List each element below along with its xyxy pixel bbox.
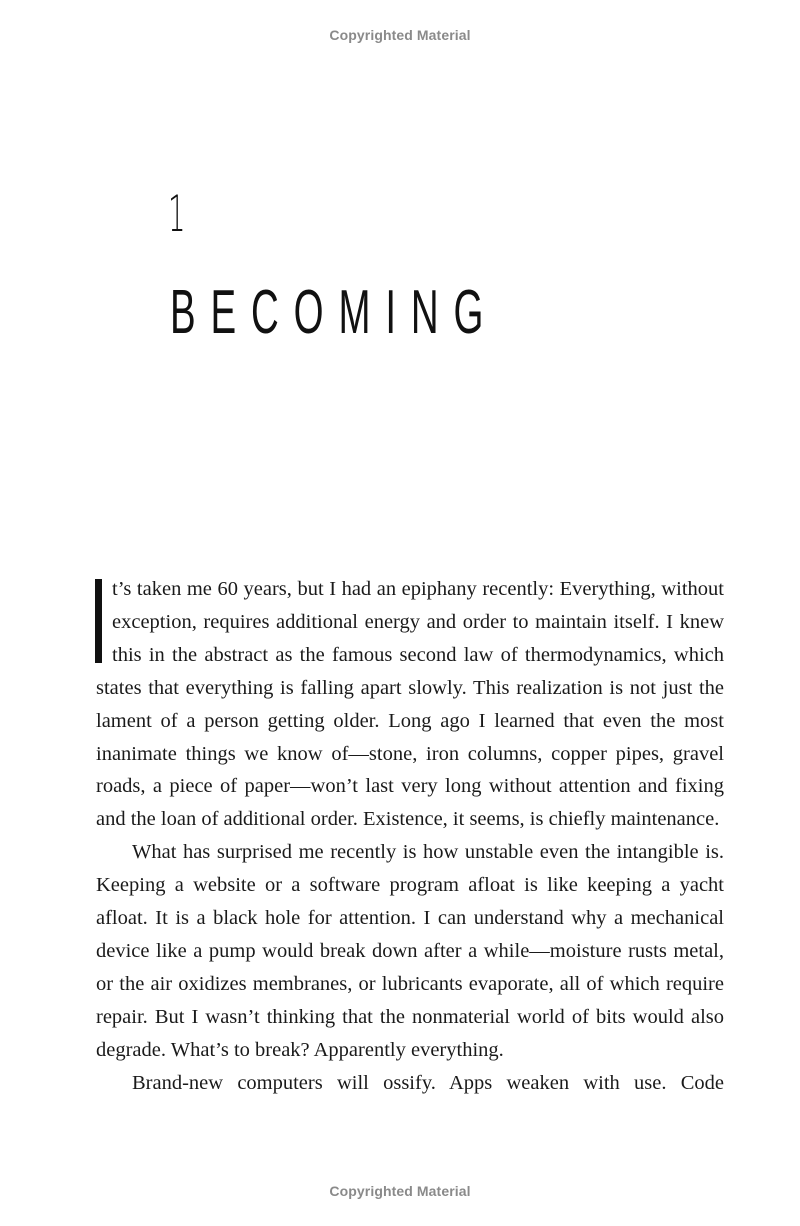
paragraph-1	[96, 573, 724, 836]
chapter-title: BECOMING	[170, 278, 499, 347]
chapter-number: 1	[168, 185, 186, 243]
paragraph-1-text: t’s taken me 60 years, but I had an epiphany recently: Everything, without exception, requires additional energy and order to maintain itself. I knew this in the abstract as the famous second law of thermodynamics, which states that everything is falling apart slowly. This realization is not just the lament of a person getting older. Long ago I learned that even the most inanimate things we know of—stone, iron columns, copper pipes, gravel roads, a piece of paper—won’t last very long without attention and fixing and the loan of additional order. Existence, it seems, is chiefly maintenance.	[96, 578, 724, 831]
drop-cap-i	[95, 579, 102, 663]
copyright-watermark-bottom: Copyrighted Material	[329, 1183, 471, 1199]
copyright-watermark-top: Copyrighted Material	[329, 27, 471, 43]
chapter-body	[96, 573, 724, 1100]
paragraph-2: What has surprised me recently is how unstable even the intangible is. Keeping a website or a software program afloat is like keeping a yacht afloat. It is a black hole for attention. I can understand why a mechanical device like a pump would break down after a while—moisture rusts metal, or the air oxidizes membranes, or lubricants evaporate, all of which require repair. But I wasn’t thinking that the nonmaterial world of bits would also degrade. What’s to break? Apparently everything.	[96, 841, 724, 1061]
paragraph-3: Brand-new computers will ossify. Apps weaken with use. Code	[132, 1071, 724, 1094]
